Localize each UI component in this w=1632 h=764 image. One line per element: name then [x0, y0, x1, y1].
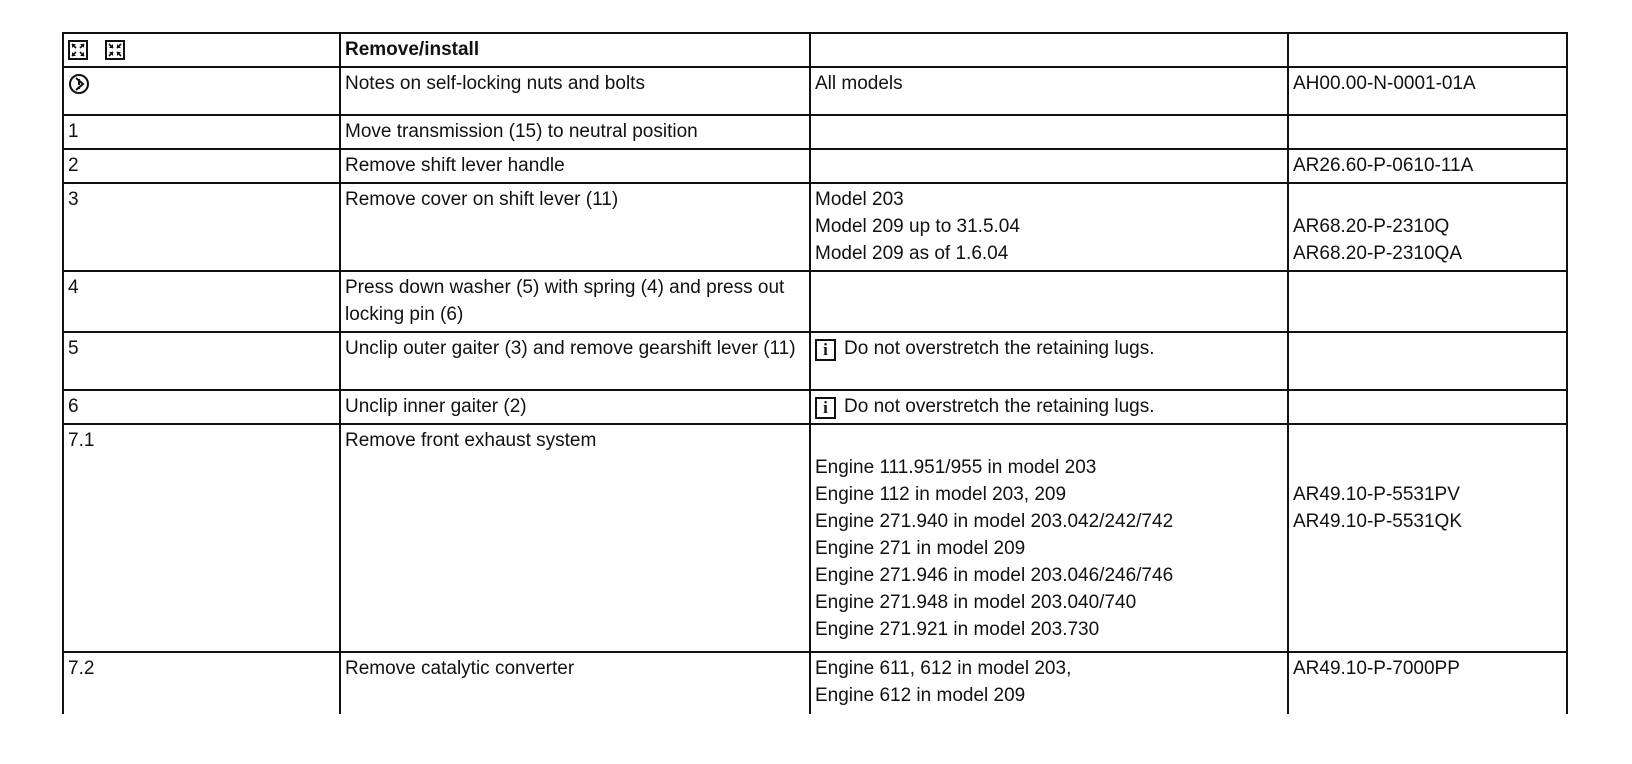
table-row [63, 271, 1567, 332]
action-cell: Unclip outer gaiter (3) and remove gearshift lever (11) [340, 332, 810, 390]
condition-cell: Engine 611, 612 in model 203, Engine 612 in model 209 [810, 652, 1288, 714]
table-row [63, 332, 1567, 390]
condition-cell [810, 115, 1288, 149]
procedure-table [62, 32, 1568, 714]
table-row [63, 149, 1567, 183]
condition-cell [810, 390, 1288, 424]
table-header-row [63, 33, 1567, 67]
reference-cell [1288, 183, 1567, 271]
reference-cell [1288, 67, 1567, 115]
step-cell: 5 [63, 332, 340, 390]
action-cell: Remove shift lever handle [340, 149, 810, 183]
action-cell: Remove cover on shift lever (11) [340, 183, 810, 271]
step-cell: 7.1 [63, 424, 340, 652]
step-cell: 6 [63, 390, 340, 424]
table-row [63, 652, 1567, 714]
info-note: Do not overstretch the retaining lugs. [844, 396, 1155, 417]
reference-cell [1288, 115, 1567, 149]
header-empty-cell [810, 33, 1288, 67]
reference-link[interactable]: AR49.10-P-5531QK [1293, 511, 1462, 532]
condition-cell [810, 332, 1288, 390]
action-cell: Notes on self-locking nuts and bolts [340, 67, 810, 115]
reference-cell [1288, 271, 1567, 332]
action-cell: Remove catalytic converter [340, 652, 810, 714]
condition-cell: Engine 111.951/955 in model 203 Engine 112 in model 203, 209 Engine 271.940 in model 203.042/242/742 Engine 271 in model 209 Engine 271.946 in model 203.046/246/746 Engine 271.948 in model 203.040/740 Engine 271.921 in model 203.730 [810, 424, 1288, 652]
action-cell: Remove front exhaust system [340, 424, 810, 652]
collapse-icon[interactable] [105, 40, 125, 60]
action-cell: Press down washer (5) with spring (4) and press out locking pin (6) [340, 271, 810, 332]
table-row [63, 67, 1567, 115]
info-icon: i [815, 397, 836, 419]
condition-cell: Model 203 Model 209 up to 31.5.04 Model 209 as of 1.6.04 [810, 183, 1288, 271]
step-cell: 4 [63, 271, 340, 332]
reference-cell [1288, 390, 1567, 424]
reference-cell [1288, 424, 1567, 652]
reference-cell [1288, 149, 1567, 183]
condition-cell [810, 271, 1288, 332]
table-row [63, 390, 1567, 424]
header-title: Remove/install [340, 33, 810, 67]
info-note: Do not overstretch the retaining lugs. [844, 338, 1155, 359]
header-empty-cell [1288, 33, 1567, 67]
reference-cell [1288, 332, 1567, 390]
info-icon: i [815, 339, 836, 361]
step-cell: 3 [63, 183, 340, 271]
table-row [63, 183, 1567, 271]
step-cell [63, 67, 340, 115]
expand-icon[interactable] [68, 40, 88, 60]
table-row [63, 424, 1567, 652]
reference-link[interactable]: AR49.10-P-5531PV [1293, 484, 1460, 505]
step-cell: 7.2 [63, 652, 340, 714]
reference-cell [1288, 652, 1567, 714]
note-icon [68, 73, 90, 95]
action-cell: Unclip inner gaiter (2) [340, 390, 810, 424]
reference-link[interactable]: AH00.00-N-0001-01A [1293, 73, 1476, 94]
step-cell: 2 [63, 149, 340, 183]
step-cell: 1 [63, 115, 340, 149]
reference-link[interactable]: AR49.10-P-7000PP [1293, 658, 1460, 679]
header-icons-cell [63, 33, 340, 67]
condition-cell: All models [810, 67, 1288, 115]
reference-link[interactable]: AR26.60-P-0610-11A [1293, 155, 1474, 176]
action-cell: Move transmission (15) to neutral position [340, 115, 810, 149]
table-row [63, 115, 1567, 149]
condition-cell [810, 149, 1288, 183]
reference-link[interactable]: AR68.20-P-2310QA [1293, 243, 1462, 264]
reference-link[interactable]: AR68.20-P-2310Q [1293, 216, 1450, 237]
